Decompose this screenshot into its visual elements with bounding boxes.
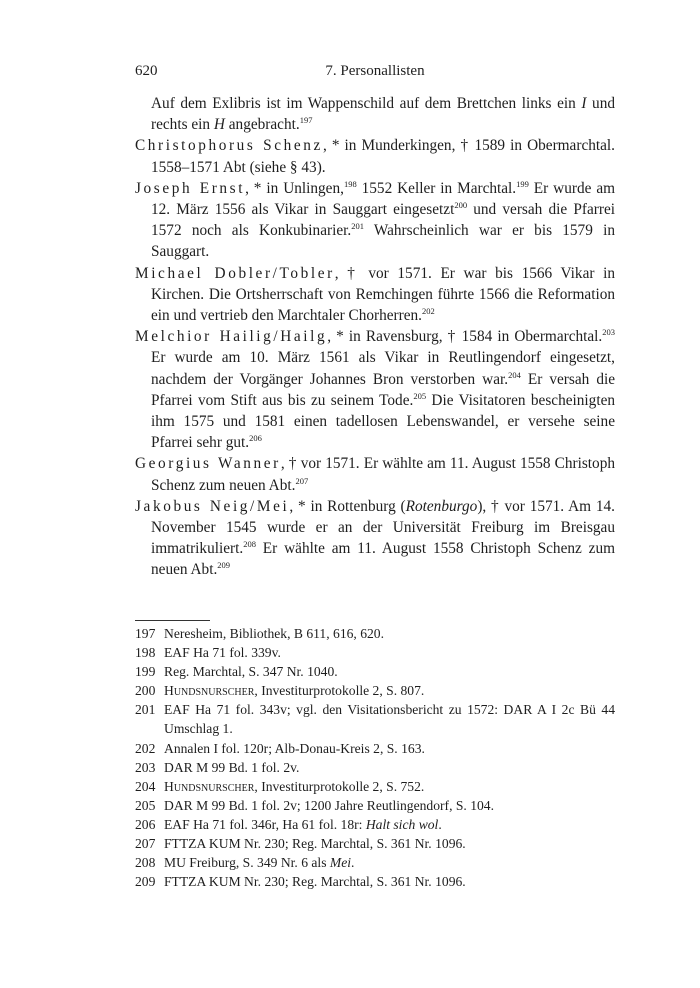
running-head: 7. Personallisten <box>325 63 425 79</box>
entry-joseph-ernst: Joseph Ernst, * in Unlingen,$^{198}$ 1552 Keller in Marchtal.$^{199}$ Er wurde am 12. März 1556 als Vikar in Sauggart eingesetzt$^{200}$ und versah die Pfarrei 1572 noch als Konkubinarier.$^{201}$ Wahrscheinlich war er bis 1579 in Sauggart. <box>135 178 616 261</box>
person-name: Joseph Ernst <box>135 179 246 197</box>
footnote-202: 202 Annalen I fol. 120r; Alb-Donau-Kreis 2, S. 163. <box>135 740 425 756</box>
footnote-203: 203 DAR M 99 Bd. 1 fol. 2v. <box>135 759 300 775</box>
footnote-200: 200 Hundsnurscher, Investiturprotokolle 2, S. 807. <box>135 683 425 699</box>
page-header <box>135 63 615 83</box>
page-number: 620 <box>135 63 158 79</box>
footnote-208: 208 MU Freiburg, S. 349 Nr. 6 als Mei. <box>135 855 355 871</box>
main-text <box>135 93 615 581</box>
footnote-207: 207 FTTZA KUM Nr. 230; Reg. Marchtal, S. 361 Nr. 1096. <box>135 836 466 852</box>
footnote-198: 198 EAF Ha 71 fol. 339v. <box>135 645 281 661</box>
footnote-204: 204 Hundsnurscher, Investiturprotokolle 2, S. 752. <box>135 778 425 794</box>
entry-christophorus-schenz: Christophorus Schenz, * in Munderkingen, † 1589 in Obermarchtal. 1558–1571 Abt (siehe § 43). <box>135 137 615 176</box>
footnote-209: 209 FTTZA KUM Nr. 230; Reg. Marchtal, S. 361 Nr. 1096. <box>135 874 466 890</box>
entry-jakobus-neig: Jakobus Neig/Mei, * in Rottenburg (Rotenburgo), † vor 1571. Am 14. November 1545 wurde er an der Universität Freiburg im Breisgau immatrikuliert.$^{208}$ Er wählte am 11. August 1558 Christoph Schenz zum neuen Abt.$^{209}$ <box>135 497 615 579</box>
entry-michael-dobler: Michael Dobler/Tobler, † vor 1571. Er war bis 1566 Vikar in Kirchen. Die Ortsherrschaft von Remchingen führte 1566 die Reformation ein und vertrieb den Marchtaler Chorherren.$^{202}$ <box>135 264 615 325</box>
footnote-199: 199 Reg. Marchtal, S. 347 Nr. 1040. <box>135 664 338 680</box>
footnotes <box>135 620 615 891</box>
person-name: Jakobus Neig/Mei <box>135 497 290 515</box>
footnote-205: 205 DAR M 99 Bd. 1 fol. 2v; 1200 Jahre Reutlingendorf, S. 104. <box>135 797 495 813</box>
person-name: Georgius Wanner <box>135 455 281 473</box>
footnote-rule <box>135 620 210 621</box>
entry-melchior-hailig: Melchior Hailig/Hailg, * in Ravensburg, † 1584 in Obermarchtal.$^{203}$ Er wurde am 10. März 1561 als Vikar in Reutlingendorf eingesetzt, nachdem der Vorgänger Johannes Bron verstorben war.$^{204}$ Er versah die Pfarrei vom Stift aus bis zu seinem Tode.$^{205}$ Die Visitatoren bescheinigten ihm 1575 und 1581 einen tadellosen Lebenswandel, er versehe seine Pfarrei sehr gut.$^{206}$ <box>135 327 616 452</box>
entry-georgius-wanner: Georgius Wanner, † vor 1571. Er wählte am 11. August 1558 Christoph Schenz zum neuen Abt.$^{207}$ <box>135 455 615 494</box>
footnote-206: 206 EAF Ha 71 fol. 346r, Ha 61 fol. 18r: Halt sich wol. <box>135 816 442 832</box>
person-name: Melchior Hailig/Hailg <box>135 328 328 346</box>
person-name: Christophorus Schenz <box>135 137 323 155</box>
entry-exlibris-note: Auf dem Exlibris ist im Wappenschild auf dem Brettchen links ein I und rechts ein H angebracht.$^{197}$ <box>151 95 615 134</box>
footnote-197: 197 Neresheim, Bibliothek, B 611, 616, 620. <box>135 626 384 641</box>
footnote-201: 201 EAF Ha 71 fol. 343v; vgl. den Visitationsbericht zu 1572: DAR A I 2c Bü 44 Umschlag 1. <box>135 702 615 737</box>
person-name: Michael Dobler/Tobler <box>135 264 335 282</box>
footnote-ref: 197 <box>299 115 313 126</box>
